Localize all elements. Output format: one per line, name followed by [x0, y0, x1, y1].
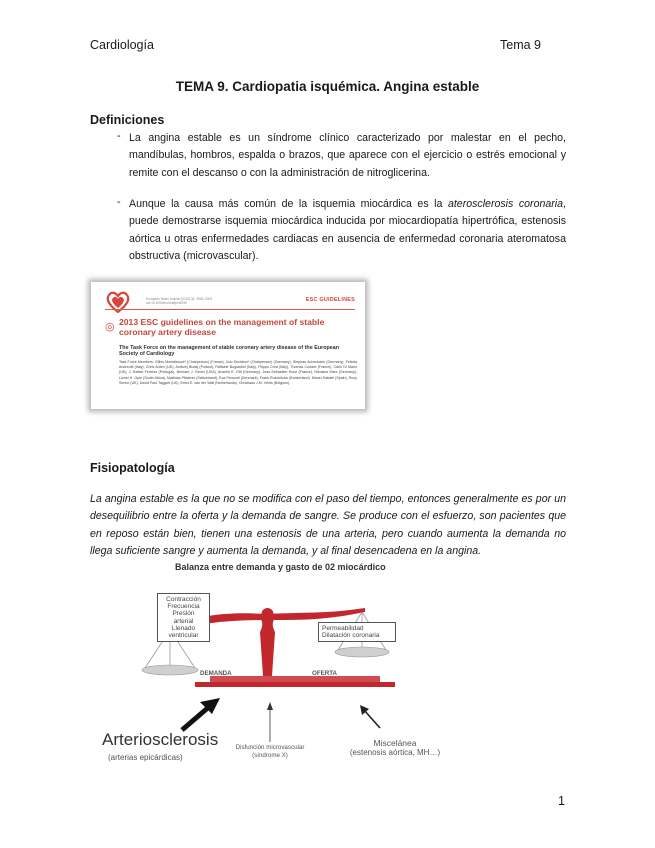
section-heading-definiciones: Definiciones [90, 113, 165, 127]
supply-factor: Dilatación coronaria [322, 632, 380, 640]
cause-arteriosclerosis-sub: (arterias epicárdicas) [108, 753, 183, 762]
demand-factor: arterial [173, 617, 194, 625]
bullet-dash: - [117, 130, 121, 142]
bullet-2-text-a: Aunque la causa más común de la isquemia miocárdica es la [129, 198, 448, 210]
supply-factor: Permeabilidad [322, 625, 364, 632]
cause-miscelanea-sub: (estenosis aórtica, MH…) [349, 748, 441, 757]
esc-members: Task Force Members: Gilles Montalescot* (Chairperson) (France), Udo Sechtem* (Chairperson) (Germany), Stephan Achenbach (Germany), Felicita Andreotti (Italy), Chris Arden (UK), Andrzej Budaj (Poland), Raffaele Bugiardini (Italy), Filippo Crea (Italy), Thomas Cuisset (France), Carlo Di Mario (UK), J. Rafael Ferreira (Portugal), Bernard J. Gersh (USA), Anselm K. Gitt (Germany), Jean-Sebastien Hulot (France), Nikolaus Marx (Germany), Lionel H. Opie (South Africa), Matthias Pfisterer (Switzerland), Eva Prescott (Denmark), Frank Ruschitzka (Switzerland), Manel Sabaté (Spain), Roxy Senior (UK), David Paul Taggart (UK), Ernst E. van der Wall (Netherlands), Christiaan J.M. Vrints (Belgium). [119, 360, 357, 385]
cause-microvascular-sub: (síndrome X) [252, 752, 288, 759]
demand-factor: ventricular [168, 632, 199, 640]
section-heading-fisiopatologia: Fisiopatología [90, 461, 175, 475]
cause-miscelanea: Miscelánea [373, 738, 417, 748]
bullet-2-text-b: , puede demostrarse isquemia miocárdica inducida por miocardiopatía hipertrófica, estenosis aórtica u otras enfermedades cardiacas en ausencia de enfermedad coronaria ateromatosa obstructiva (microvascular). [129, 198, 566, 262]
demand-factor: Llenado [171, 624, 196, 632]
page-title: TEMA 9. Cardiopatia isquémica. Angina estable [175, 79, 480, 94]
supply-factors-box [318, 622, 396, 642]
header-left: Cardiología [90, 38, 154, 52]
demand-factor: Presión [172, 610, 195, 618]
cause-microvascular: Disfunción microvascular [235, 744, 305, 751]
demanda-label: DEMANDA [200, 670, 232, 677]
demand-factors-box [157, 593, 210, 642]
esc-citation: European Heart Journal (2013) 34, 2949–3003 doi:10.1093/eurheartj/eht296 [146, 297, 213, 305]
bullet-2-italic: aterosclerosis coronaria [447, 198, 564, 210]
definition-bullet-1: La angina estable es un síndrome clínico caracterizado por malestar en el pecho, mandíbulas, hombros, espalda o brazos, que aparece con el ejercicio o estrés emocional y remite con el descanso o con la administración de nitroglicerina. [129, 132, 566, 179]
oferta-label: OFERTA [312, 670, 337, 677]
demand-factor: Contracción [166, 596, 201, 603]
esc-subtitle: The Task Force on the management of stable coronary artery disease of the European Society of Cardiology [119, 345, 340, 358]
bullet-dash: - [117, 196, 121, 208]
page-number: 1 [558, 794, 565, 808]
esc-divider [105, 309, 355, 310]
definition-bullet-2 [129, 196, 566, 265]
demand-factor: Frecuencia [167, 603, 200, 611]
diagram-title: Balanza entre demanda y gasto de 02 miocárdico [175, 562, 386, 572]
balance-diagram [100, 562, 480, 772]
fisiopatologia-paragraph: La angina estable es la que no se modifica con el paso del tiempo, entonces generalmente es por un desequilibrio entre la oferta y la demanda de sangre. Se produce con el esfuerzo, son pacientes que en reposo están bien, tienen una estenosis de una arteria, pero cuando aumenta la demanda no llega suficiente sangre y aumenta la demanda, y al final desencadena en la angina. [90, 493, 566, 557]
esc-badge: ESC GUIDELINES [305, 297, 355, 303]
cause-arteriosclerosis: Arteriosclerosis [102, 730, 219, 749]
esc-title: 2013 ESC guidelines on the management of stable coronary artery disease [119, 317, 325, 337]
qr-mark-icon: ◎ [105, 321, 115, 333]
esc-guidelines-figure [91, 282, 365, 409]
header-right: Tema 9 [500, 38, 541, 52]
